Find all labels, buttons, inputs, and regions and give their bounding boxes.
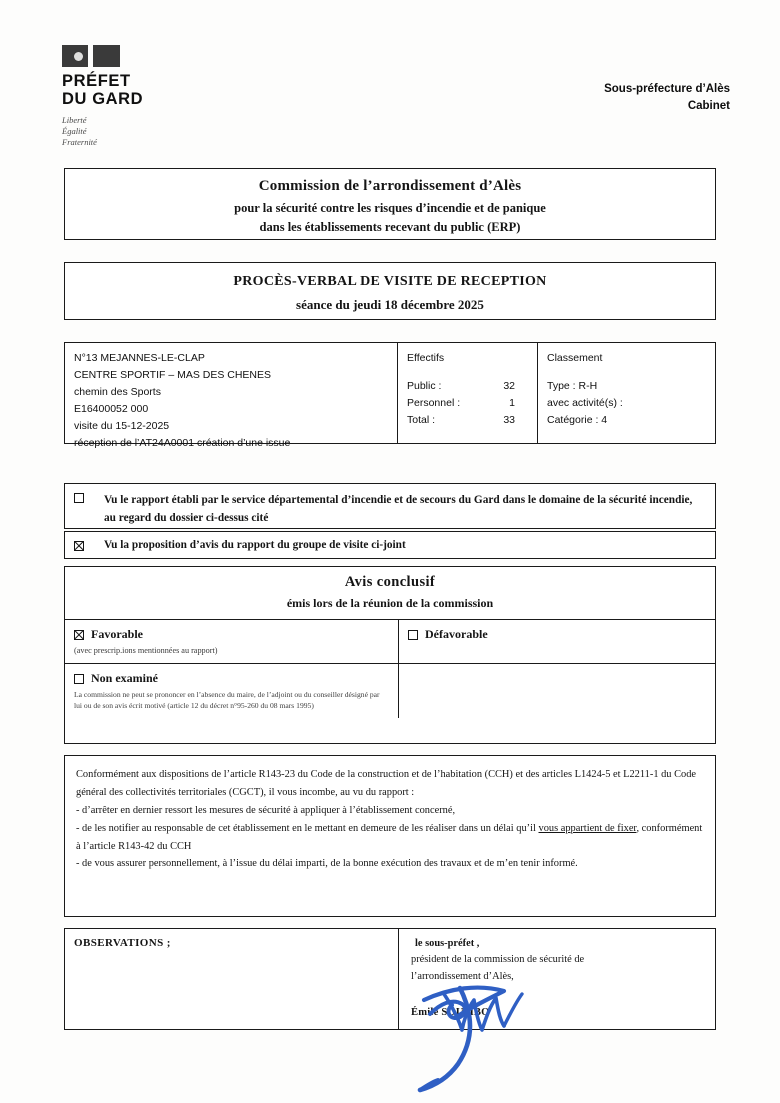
visit-date: visite du 15-12-2025 xyxy=(74,420,170,432)
vu-proposition-checkbox[interactable] xyxy=(74,541,84,551)
vu-rapport-checkbox[interactable] xyxy=(74,493,84,503)
signatory-title-line-2: président de la commission de sécurité de xyxy=(411,954,585,966)
effectifs-label-personnel: Personnel : xyxy=(407,397,461,409)
avis-defavorable-label: Défavorable xyxy=(425,627,488,641)
legal-obligations-box xyxy=(64,755,716,917)
avis-favorable-note: (avec prescrip.ions mentionnées au rapport) xyxy=(74,646,218,655)
avis-defavorable-cell[interactable] xyxy=(399,620,715,663)
signature-cell xyxy=(399,929,715,1029)
vu-rapport-label: Vu le rapport établi par le service départemental d’incendie et de secours du Gard dans le domaine de la sécurité incendie, au regard du dossier ci-dessus cité xyxy=(104,494,693,525)
commission-title-box xyxy=(64,168,716,240)
office-identification xyxy=(604,81,730,114)
effectifs-header: Effectifs xyxy=(407,352,445,364)
brand-line-1: PRÉFET xyxy=(62,72,131,90)
motto-fraternite: Fraternité xyxy=(62,137,97,148)
legal-bullet-2-underlined: vous appartient de fixer xyxy=(538,822,637,834)
proces-verbal-title-box xyxy=(64,262,716,320)
avis-non-examine-row xyxy=(65,664,715,718)
observations-signature-box xyxy=(64,928,716,1030)
observations-cell[interactable] xyxy=(65,929,399,1029)
brand-name xyxy=(62,72,322,109)
avis-non-examine-empty-cell xyxy=(399,664,715,718)
session-date: séance du jeudi 18 décembre 2025 xyxy=(296,297,484,312)
classement-activites: avec activité(s) : xyxy=(547,397,623,409)
marianne-logo-icon xyxy=(62,45,120,67)
vu-proposition-row[interactable] xyxy=(64,531,716,559)
effectifs-label-public: Public : xyxy=(407,380,442,392)
legal-bullet-2-part-b: , conformément à l’article R143-42 du CCH xyxy=(76,822,703,852)
effectifs-row-personnel xyxy=(407,395,515,412)
effectifs-value-personnel: 1 xyxy=(509,397,515,409)
legal-bullet-2 xyxy=(76,820,703,856)
establishment-name: CENTRE SPORTIF – MAS DES CHENES xyxy=(74,369,272,381)
visit-object: réception de l’AT24A0001 création d’une issue xyxy=(74,437,291,449)
classement-type: Type : R-H xyxy=(547,380,598,392)
avis-non-examine-label: Non examiné xyxy=(91,670,158,685)
avis-favorable-label: Favorable xyxy=(91,627,143,641)
classement-column xyxy=(537,343,715,443)
observations-label: OBSERVATIONS ; xyxy=(74,937,171,949)
establishment-info-table xyxy=(64,342,716,449)
avis-conclusif-title: Avis conclusif xyxy=(344,574,436,590)
republic-motto xyxy=(62,115,322,149)
brand-line-2: DU GARD xyxy=(62,90,144,109)
avis-conclusif-box xyxy=(64,566,716,744)
avis-options-row xyxy=(65,620,715,664)
office-service: Cabinet xyxy=(687,99,730,112)
signatory-role: le sous-préfet , xyxy=(415,938,480,949)
legal-intro-paragraph: Conformément aux dispositions de l’article R143-23 du Code de la construction et de l’habitation (CCH) et des articles L1424-5 et L2211-1 du Code général des collectivités territoriales (CGCT), il vous incombe, au vu du rapport : xyxy=(76,769,697,798)
effectifs-value-public: 32 xyxy=(503,380,515,392)
establishment-reference: E16400052 000 xyxy=(74,403,149,415)
commission-title-line-1: Commission de l’arrondissement d’Alès xyxy=(258,178,522,194)
avis-conclusif-header xyxy=(65,567,715,620)
avis-favorable-checkbox[interactable] xyxy=(74,630,84,640)
classement-categorie: Catégorie : 4 xyxy=(547,414,608,426)
avis-defavorable-checkbox[interactable] xyxy=(408,630,418,640)
page-title: PROCÈS-VERBAL DE VISITE DE RECEPTION xyxy=(233,274,547,289)
establishment-column xyxy=(65,343,397,449)
effectifs-row-total xyxy=(407,412,515,429)
classement-header: Classement xyxy=(547,352,603,364)
motto-egalite: Égalité xyxy=(62,126,87,137)
avis-non-examine-legal-note: La commission ne peut se prononcer en l’absence du maire, de l’adjoint ou du conseiller désigné par lui ou de son avis écrit motivé (article 12 du décret n°95-260 du 08 mars 1995) xyxy=(74,689,380,711)
establishment-number-city: N°13 MEJANNES-LE-CLAP xyxy=(74,352,205,364)
prefecture-branding xyxy=(62,45,322,149)
establishment-address: chemin des Sports xyxy=(74,386,161,398)
legal-bullet-1: - d’arrêter en dernier ressort les mesures de sécurité à appliquer à l’établissement concerné, xyxy=(76,804,456,816)
vu-proposition-label: Vu la proposition d’avis du rapport du groupe de visite ci-joint xyxy=(104,538,406,551)
effectifs-value-total: 33 xyxy=(503,414,515,426)
effectifs-column xyxy=(397,343,537,443)
avis-non-examine-cell[interactable] xyxy=(65,664,399,718)
legal-bullet-3: - de vous assurer personnellement, à l’issue du délai imparti, de la bonne exécution des travaux et de m’en tenir informé. xyxy=(76,858,578,870)
legal-bullet-2-part-a: - de les notifier au responsable de cet établissement en le mettant en demeure de les réaliser dans un délai qu’il xyxy=(76,822,539,834)
commission-title-line-2: pour la sécurité contre les risques d’incendie et de panique xyxy=(234,201,546,215)
avis-non-examine-option[interactable] xyxy=(74,672,388,684)
effectifs-row-public xyxy=(407,378,515,395)
commission-title-line-3: dans les établissements recevant du public (ERP) xyxy=(259,220,521,235)
avis-favorable-cell[interactable] xyxy=(65,620,399,663)
vu-rapport-row[interactable] xyxy=(64,483,716,529)
signatory-name: Émile SOUMBO xyxy=(411,1007,490,1019)
avis-defavorable-option[interactable] xyxy=(408,628,705,640)
office-name: Sous-préfecture d’Alès xyxy=(604,83,730,95)
effectifs-label-total: Total : xyxy=(407,414,436,426)
signatory-title-line-3: l’arrondissement d’Alès, xyxy=(411,970,514,982)
avis-non-examine-checkbox[interactable] xyxy=(74,674,84,684)
document-header xyxy=(62,45,730,150)
motto-liberte: Liberté xyxy=(62,114,87,125)
avis-favorable-option[interactable] xyxy=(74,628,388,640)
avis-conclusif-subtitle: émis lors de la réunion de la commission xyxy=(286,596,494,610)
